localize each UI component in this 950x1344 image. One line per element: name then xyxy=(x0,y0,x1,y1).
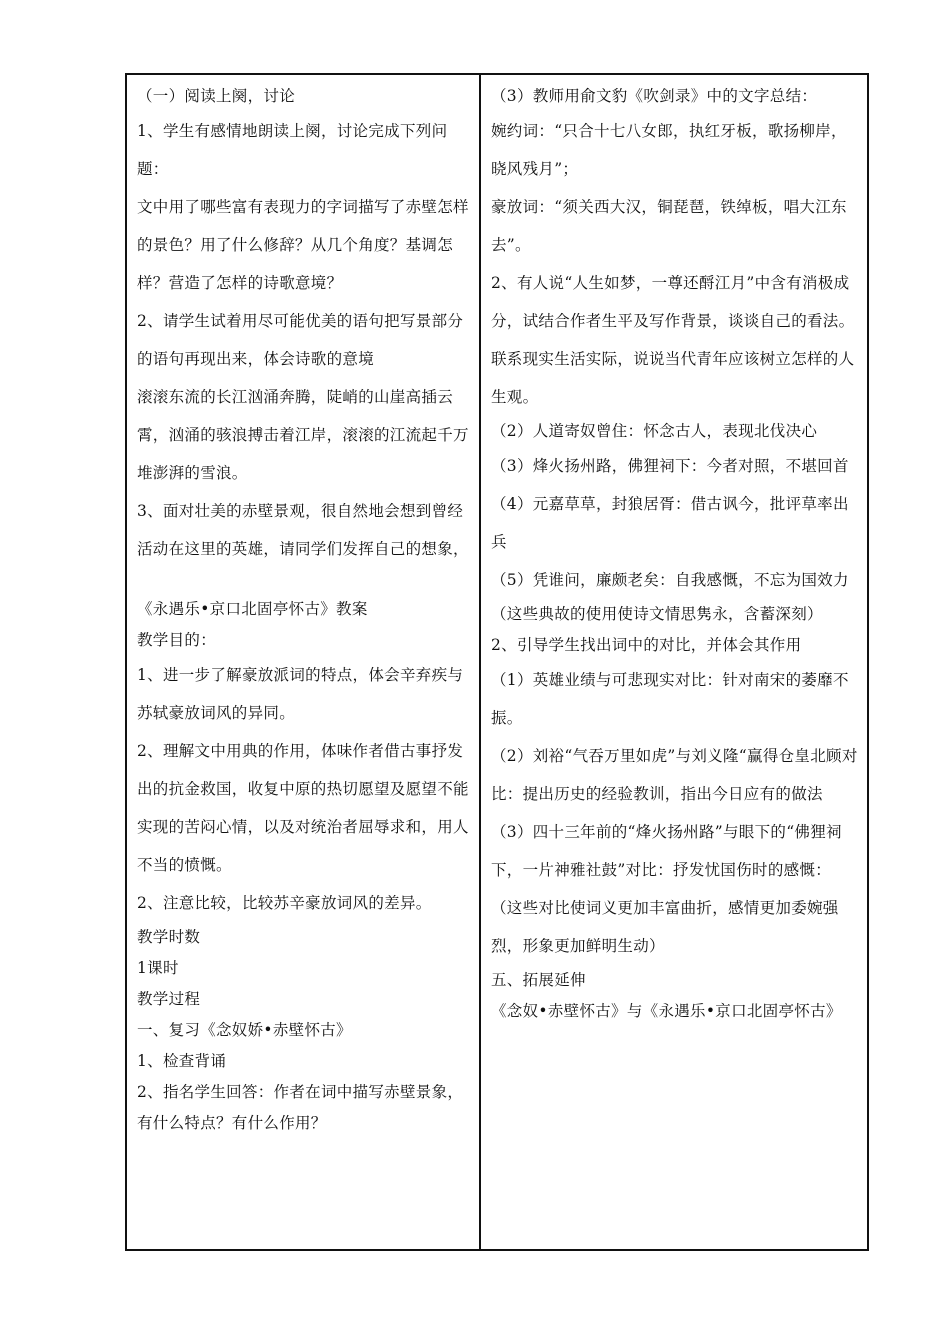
paragraph: 2、指名学生回答：作者在词中描写赤壁景象，有什么特点？有什么作用？ xyxy=(137,1083,464,1132)
paragraph: （2）刘裕“气吞万里如虎”与刘义隆“赢得仓皇北顾对比：提出历史的经验教训，指出今日应有的做法 xyxy=(491,747,858,803)
paragraph: 教学时数 xyxy=(137,928,201,946)
spacer xyxy=(137,568,473,594)
paragraph: （3）烽火扬州路，佛狸祠下：今者对照，不堪回首 xyxy=(491,457,849,475)
lesson-title: 《永遇乐•京口北固亭怀古》教案 xyxy=(137,600,368,618)
paragraph: （这些典故的使用使诗文情思隽永，含蓄深刻） xyxy=(491,605,823,623)
right-column xyxy=(481,75,867,1249)
paragraph: 文中用了哪些富有表现力的字词描写了赤壁怎样的景色？用了什么修辞？从几个角度？基调怎样？营造了怎样的诗歌意境？ xyxy=(137,198,469,292)
paragraph: 1、检查背诵 xyxy=(137,1052,227,1070)
left-column xyxy=(127,75,481,1249)
paragraph: 婉约词：“只合十七八女郎，执红牙板，歌扬柳岸，晓风残月”； xyxy=(491,122,847,178)
paragraph: 3、面对壮美的赤壁景观，很自然地会想到曾经活动在这里的英雄，请同学们发挥自己的想象， xyxy=(137,502,469,558)
paragraph: 2、有人说“人生如梦，一尊还酹江月”中含有消极成分，试结合作者生平及写作背景，谈谈自己的看法。联系现实生活实际，说说当代青年应该树立怎样的人生观。 xyxy=(491,274,855,406)
paragraph: 2、注意比较，比较苏辛豪放词风的差异。 xyxy=(137,894,432,912)
paragraph: 1、进一步了解豪放派词的特点，体会辛弃疾与苏轼豪放词风的异同。 xyxy=(137,666,464,722)
paragraph: 2、引导学生找出词中的对比，并体会其作用 xyxy=(491,636,802,654)
paragraph: （3）四十三年前的“烽火扬州路”与眼下的“佛狸祠下，一片神雅社鼓”对比：抒发忧国伤时的感慨： xyxy=(491,823,842,879)
paragraph: 滚滚东流的长江汹涌奔腾，陡峭的山崖高插云霄，汹涌的骇浪搏击着江岸，滚滚的江流起千万堆澎湃的雪浪。 xyxy=(137,388,469,482)
paragraph: （3）教师用俞文豹《吹剑录》中的文字总结： xyxy=(491,87,818,105)
paragraph: 2、理解文中用典的作用，体味作者借古事抒发出的抗金救国，收复中原的热切愿望及愿望不能实现的苦闷心情，以及对统治者屈辱求和，用人不当的愤慨。 xyxy=(137,742,469,874)
paragraph: 教学过程 xyxy=(137,990,201,1008)
paragraph: （2）人道寄奴曾住：怀念古人，表现北伐决心 xyxy=(491,422,818,440)
paragraph: 2、请学生试着用尽可能优美的语句把写景部分的语句再现出来，体会诗歌的意境 xyxy=(137,312,464,368)
paragraph: （1）英雄业绩与可悲现实对比：针对南宋的萎靡不振。 xyxy=(491,671,849,727)
section-heading: （一）阅读上阕，讨论 xyxy=(137,87,296,105)
paragraph: 《念奴•赤壁怀古》与《永遇乐•京口北固亭怀古》 xyxy=(491,1002,842,1020)
paragraph: （4）元嘉草草，封狼居胥：借古讽今，批评草率出兵 xyxy=(491,495,849,551)
paragraph: 豪放词：“须关西大汉，铜琵琶，铁绰板，唱大江东去”。 xyxy=(491,198,847,254)
paragraph: 五、拓展延伸 xyxy=(491,971,586,989)
paragraph: 1、学生有感情地朗读上阕，讨论完成下列问题： xyxy=(137,122,448,178)
paragraph: 1课时 xyxy=(137,959,179,977)
paragraph: 教学目的： xyxy=(137,631,217,649)
paragraph: （5）凭谁问，廉颇老矣：自我感慨，不忘为国效力 xyxy=(491,571,849,589)
paragraph: （这些对比使词义更加丰富曲折，感情更加委婉强烈，形象更加鲜明生动） xyxy=(491,899,839,955)
paragraph: 一、复习《念奴娇•赤壁怀古》 xyxy=(137,1021,352,1039)
lesson-plan-table xyxy=(125,73,869,1251)
